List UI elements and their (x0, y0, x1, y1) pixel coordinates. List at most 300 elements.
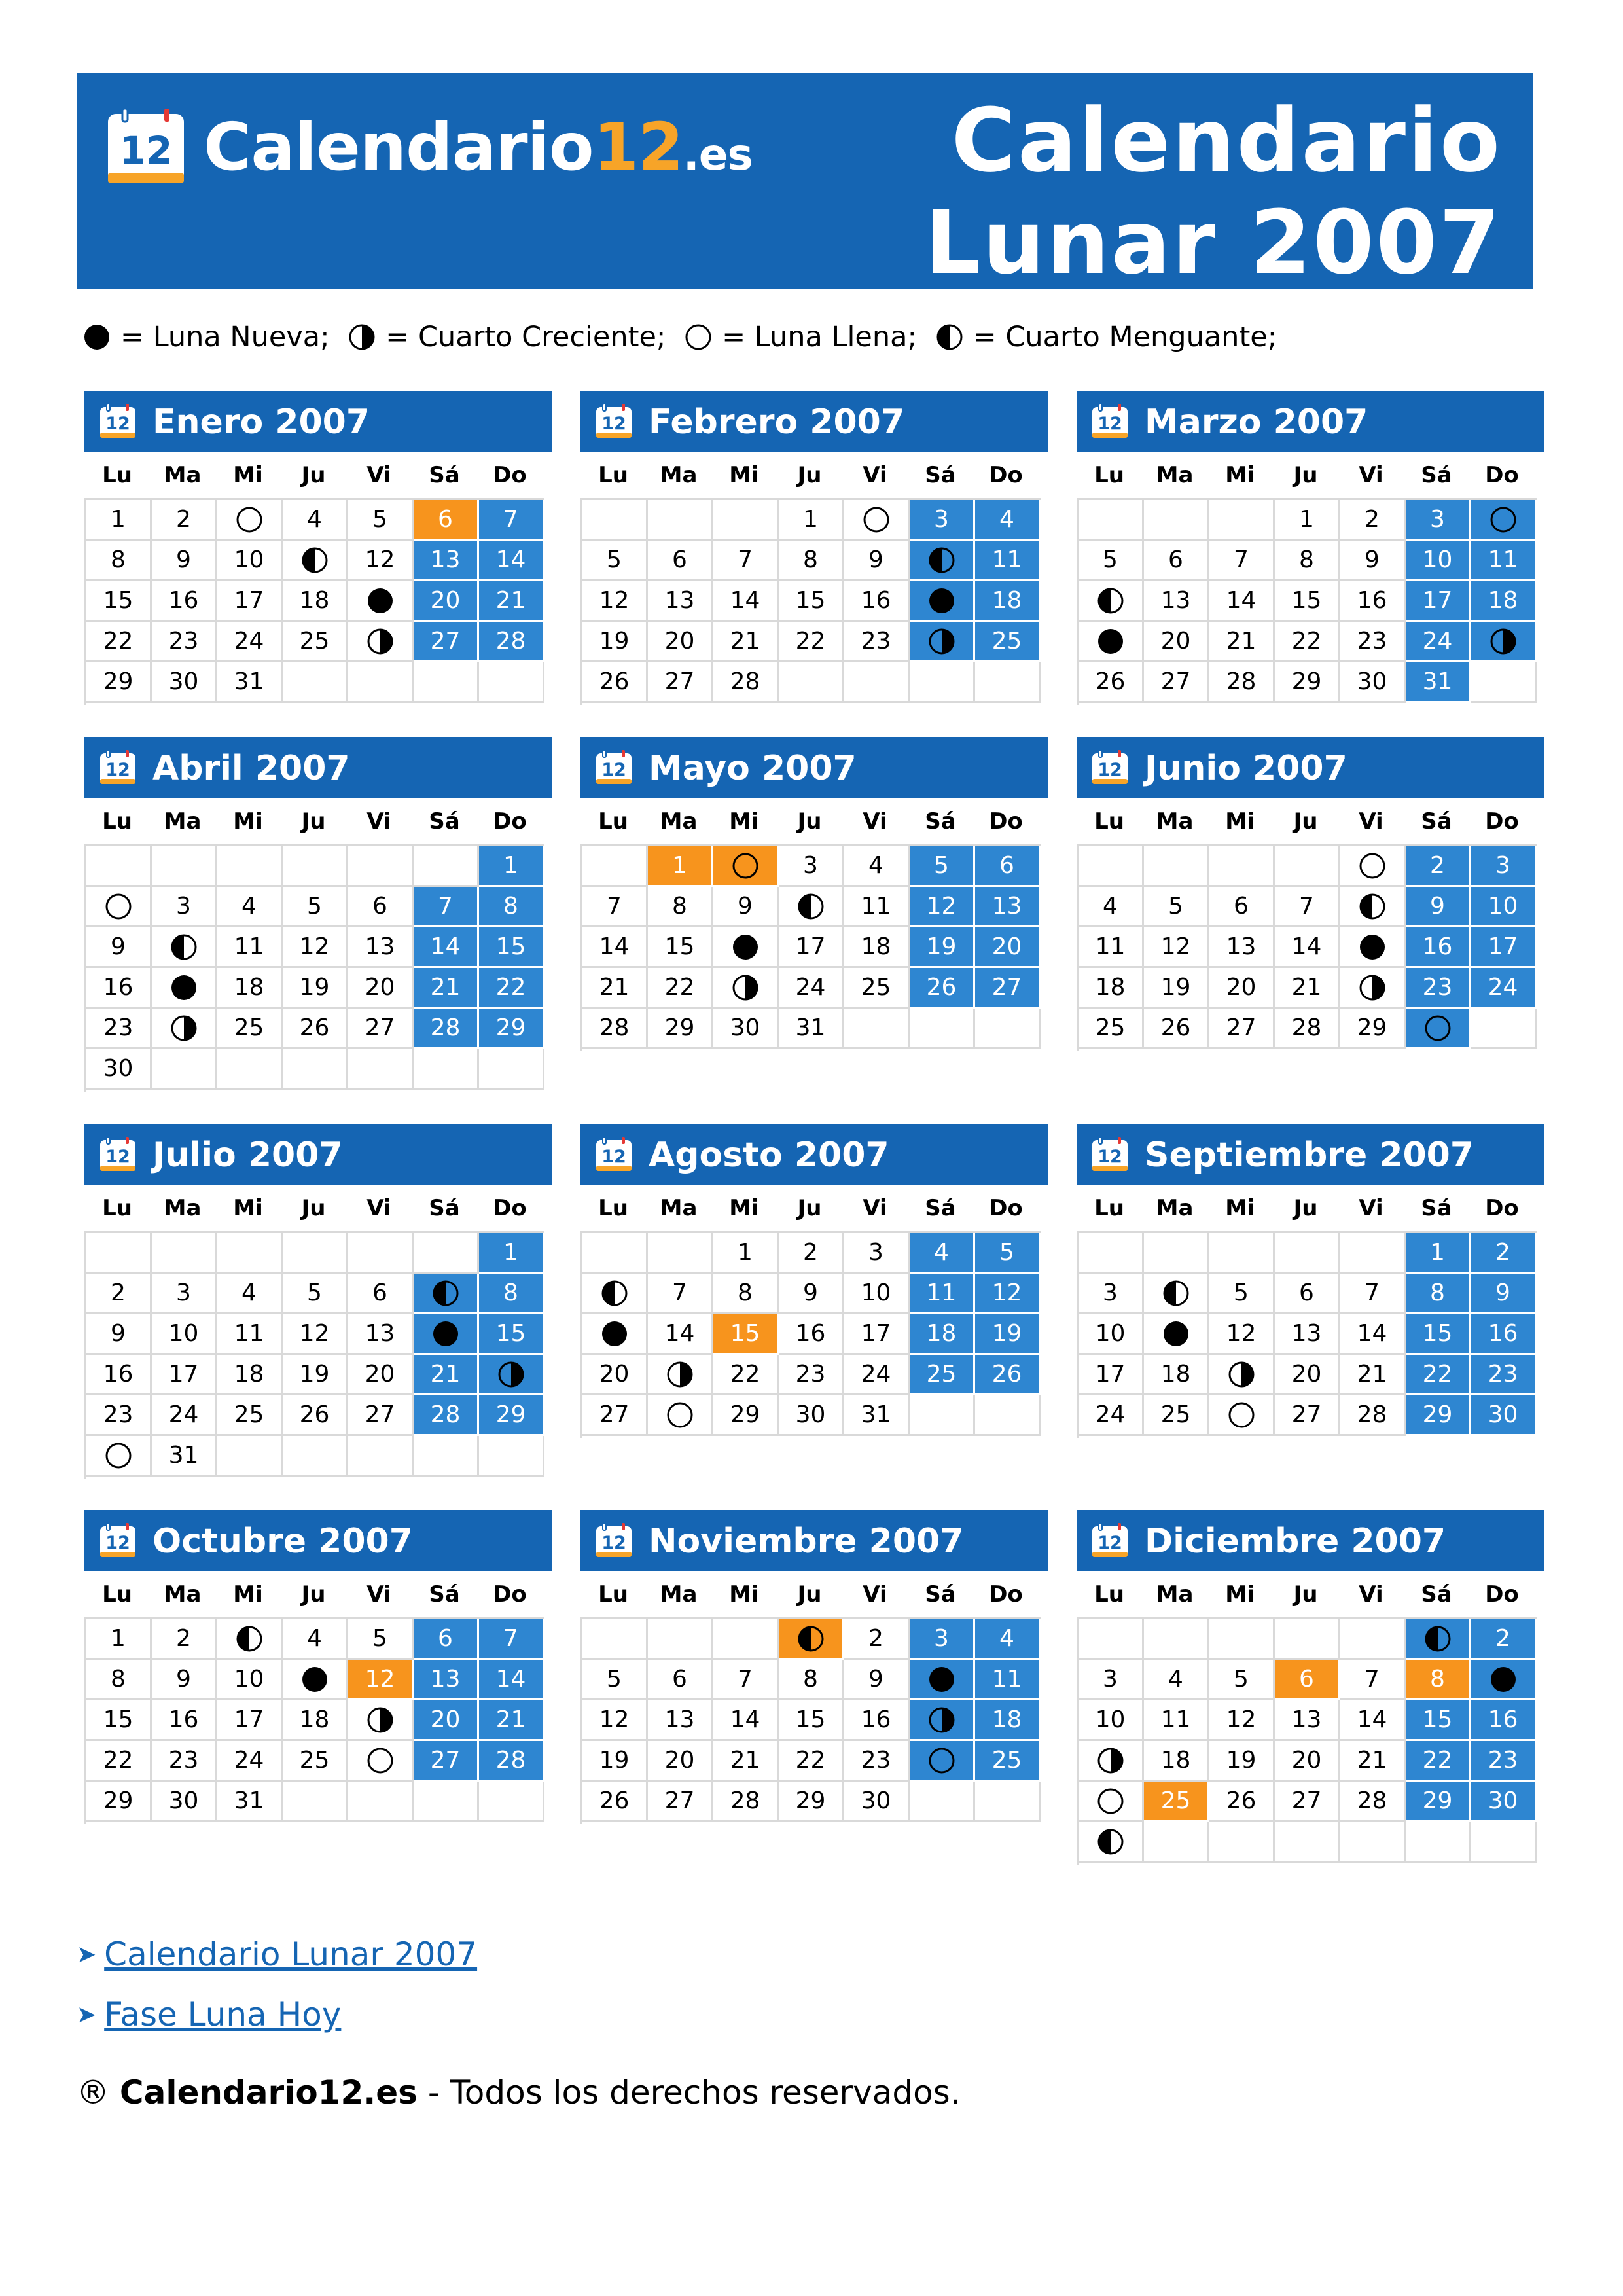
day-cell[interactable]: 12 (975, 1274, 1041, 1314)
day-cell[interactable]: 19 (582, 1741, 648, 1782)
day-cell[interactable]: 14 (648, 1314, 713, 1355)
day-cell[interactable]: 13 (348, 927, 414, 968)
day-cell[interactable] (1079, 622, 1144, 662)
day-cell[interactable]: 27 (348, 1009, 414, 1049)
day-cell[interactable] (713, 846, 779, 887)
day-cell[interactable]: 19 (910, 927, 975, 968)
day-cell[interactable]: 12 (582, 1700, 648, 1741)
day-cell[interactable]: 19 (1144, 968, 1209, 1009)
day-cell[interactable]: 6 (1209, 887, 1275, 927)
day-cell[interactable]: 12 (910, 887, 975, 927)
day-cell[interactable]: 4 (975, 500, 1041, 541)
day-cell[interactable]: 2 (86, 1274, 152, 1314)
day-cell[interactable]: 24 (217, 622, 283, 662)
day-cell[interactable]: 6 (348, 1274, 414, 1314)
day-cell[interactable]: 27 (1275, 1395, 1340, 1436)
day-cell[interactable]: 17 (152, 1355, 217, 1395)
day-cell[interactable]: 24 (1079, 1395, 1144, 1436)
day-cell[interactable]: 20 (348, 968, 414, 1009)
day-cell[interactable]: 13 (1209, 927, 1275, 968)
day-cell[interactable] (86, 1436, 152, 1477)
day-cell[interactable]: 14 (582, 927, 648, 968)
day-cell[interactable] (217, 1619, 283, 1660)
day-cell[interactable]: 29 (86, 1782, 152, 1822)
day-cell[interactable]: 26 (582, 662, 648, 703)
day-cell[interactable]: 4 (217, 887, 283, 927)
day-cell[interactable]: 25 (975, 622, 1041, 662)
day-cell[interactable]: 14 (1275, 927, 1340, 968)
day-cell[interactable]: 18 (910, 1314, 975, 1355)
day-cell[interactable]: 15 (779, 581, 844, 622)
day-cell[interactable]: 22 (1275, 622, 1340, 662)
day-cell[interactable]: 31 (844, 1395, 910, 1436)
day-cell[interactable]: 7 (1340, 1660, 1406, 1700)
day-cell[interactable] (283, 541, 348, 581)
day-cell[interactable]: 1 (1275, 500, 1340, 541)
day-cell[interactable] (582, 1274, 648, 1314)
day-cell[interactable]: 16 (844, 581, 910, 622)
day-cell[interactable]: 13 (1275, 1700, 1340, 1741)
day-cell[interactable] (1144, 1314, 1209, 1355)
day-cell[interactable] (1079, 581, 1144, 622)
day-cell[interactable]: 12 (348, 541, 414, 581)
day-cell[interactable]: 21 (1340, 1741, 1406, 1782)
day-cell[interactable]: 13 (414, 1660, 479, 1700)
day-cell[interactable] (348, 581, 414, 622)
day-cell[interactable] (1471, 500, 1537, 541)
day-cell[interactable]: 28 (479, 1741, 544, 1782)
day-cell[interactable]: 18 (1079, 968, 1144, 1009)
day-cell[interactable]: 8 (648, 887, 713, 927)
day-cell[interactable]: 30 (1471, 1395, 1537, 1436)
day-cell[interactable]: 18 (844, 927, 910, 968)
day-cell[interactable]: 3 (910, 1619, 975, 1660)
day-cell[interactable] (348, 1741, 414, 1782)
day-cell[interactable]: 19 (1209, 1741, 1275, 1782)
day-cell[interactable]: 7 (582, 887, 648, 927)
day-cell[interactable]: 8 (713, 1274, 779, 1314)
day-cell[interactable] (713, 927, 779, 968)
day-cell[interactable] (713, 968, 779, 1009)
day-cell[interactable]: 4 (283, 1619, 348, 1660)
day-cell[interactable] (648, 1355, 713, 1395)
day-cell[interactable]: 5 (975, 1233, 1041, 1274)
day-cell[interactable]: 12 (283, 1314, 348, 1355)
day-cell[interactable]: 20 (975, 927, 1041, 968)
day-cell[interactable]: 19 (283, 968, 348, 1009)
day-cell[interactable]: 8 (779, 1660, 844, 1700)
day-cell[interactable]: 28 (414, 1395, 479, 1436)
day-cell[interactable]: 5 (1209, 1660, 1275, 1700)
day-cell[interactable]: 14 (1209, 581, 1275, 622)
day-cell[interactable]: 22 (86, 622, 152, 662)
day-cell[interactable]: 26 (283, 1009, 348, 1049)
day-cell[interactable]: 4 (1144, 1660, 1209, 1700)
day-cell[interactable]: 18 (975, 1700, 1041, 1741)
day-cell[interactable]: 21 (1340, 1355, 1406, 1395)
day-cell[interactable]: 18 (283, 1700, 348, 1741)
day-cell[interactable]: 24 (844, 1355, 910, 1395)
day-cell[interactable]: 9 (844, 1660, 910, 1700)
day-cell[interactable]: 16 (1406, 927, 1471, 968)
day-cell[interactable] (910, 541, 975, 581)
day-cell[interactable]: 8 (86, 1660, 152, 1700)
day-cell[interactable] (910, 1741, 975, 1782)
day-cell[interactable]: 18 (217, 968, 283, 1009)
day-cell[interactable] (414, 1274, 479, 1314)
day-cell[interactable]: 2 (779, 1233, 844, 1274)
day-cell[interactable]: 9 (713, 887, 779, 927)
day-cell[interactable]: 17 (1471, 927, 1537, 968)
day-cell[interactable]: 6 (348, 887, 414, 927)
day-cell[interactable] (217, 500, 283, 541)
day-cell[interactable]: 7 (479, 1619, 544, 1660)
day-cell[interactable] (648, 1395, 713, 1436)
day-cell[interactable]: 13 (975, 887, 1041, 927)
day-cell[interactable]: 22 (86, 1741, 152, 1782)
day-cell[interactable]: 29 (1406, 1782, 1471, 1822)
day-cell[interactable]: 20 (1275, 1741, 1340, 1782)
day-cell[interactable]: 7 (414, 887, 479, 927)
day-cell[interactable] (1406, 1619, 1471, 1660)
day-cell[interactable]: 29 (1275, 662, 1340, 703)
day-cell[interactable]: 21 (479, 1700, 544, 1741)
day-cell[interactable]: 20 (582, 1355, 648, 1395)
day-cell[interactable]: 22 (479, 968, 544, 1009)
day-cell[interactable]: 28 (1209, 662, 1275, 703)
day-cell[interactable] (152, 968, 217, 1009)
day-cell[interactable]: 15 (1275, 581, 1340, 622)
day-cell[interactable]: 9 (86, 927, 152, 968)
day-cell[interactable]: 15 (779, 1700, 844, 1741)
day-cell[interactable] (1079, 1782, 1144, 1822)
day-cell[interactable]: 14 (713, 581, 779, 622)
day-cell[interactable] (1406, 1009, 1471, 1049)
day-cell[interactable]: 23 (844, 622, 910, 662)
day-cell[interactable]: 29 (479, 1395, 544, 1436)
day-cell[interactable]: 15 (86, 581, 152, 622)
day-cell[interactable]: 4 (975, 1619, 1041, 1660)
day-cell[interactable]: 25 (975, 1741, 1041, 1782)
day-cell[interactable]: 7 (713, 541, 779, 581)
day-cell[interactable]: 19 (582, 622, 648, 662)
day-cell[interactable]: 23 (1406, 968, 1471, 1009)
day-cell[interactable]: 4 (1079, 887, 1144, 927)
day-cell[interactable]: 24 (779, 968, 844, 1009)
day-cell[interactable]: 8 (1275, 541, 1340, 581)
day-cell[interactable] (1209, 1355, 1275, 1395)
day-cell[interactable]: 16 (152, 1700, 217, 1741)
day-cell[interactable]: 11 (910, 1274, 975, 1314)
day-cell[interactable]: 24 (1406, 622, 1471, 662)
day-cell[interactable]: 15 (713, 1314, 779, 1355)
day-cell[interactable]: 30 (152, 662, 217, 703)
day-cell[interactable]: 30 (844, 1782, 910, 1822)
day-cell[interactable]: 23 (1340, 622, 1406, 662)
day-cell[interactable]: 10 (217, 1660, 283, 1700)
day-cell[interactable]: 18 (217, 1355, 283, 1395)
day-cell[interactable]: 9 (86, 1314, 152, 1355)
day-cell[interactable]: 20 (414, 581, 479, 622)
day-cell[interactable]: 26 (283, 1395, 348, 1436)
day-cell[interactable]: 5 (348, 500, 414, 541)
day-cell[interactable]: 8 (479, 887, 544, 927)
day-cell[interactable]: 5 (1144, 887, 1209, 927)
day-cell[interactable] (1209, 1395, 1275, 1436)
day-cell[interactable]: 16 (152, 581, 217, 622)
day-cell[interactable]: 20 (1275, 1355, 1340, 1395)
day-cell[interactable]: 16 (1340, 581, 1406, 622)
day-cell[interactable]: 3 (844, 1233, 910, 1274)
day-cell[interactable]: 18 (1471, 581, 1537, 622)
day-cell[interactable]: 20 (348, 1355, 414, 1395)
day-cell[interactable] (1471, 1660, 1537, 1700)
day-cell[interactable]: 27 (975, 968, 1041, 1009)
day-cell[interactable]: 2 (1471, 1619, 1537, 1660)
day-cell[interactable] (844, 500, 910, 541)
day-cell[interactable]: 8 (1406, 1660, 1471, 1700)
day-cell[interactable]: 3 (1079, 1660, 1144, 1700)
day-cell[interactable]: 13 (648, 1700, 713, 1741)
day-cell[interactable]: 28 (479, 622, 544, 662)
day-cell[interactable] (348, 622, 414, 662)
day-cell[interactable] (1079, 1822, 1144, 1863)
day-cell[interactable]: 10 (152, 1314, 217, 1355)
day-cell[interactable]: 26 (975, 1355, 1041, 1395)
day-cell[interactable]: 6 (1275, 1274, 1340, 1314)
day-cell[interactable]: 30 (779, 1395, 844, 1436)
day-cell[interactable]: 17 (217, 581, 283, 622)
day-cell[interactable] (1340, 968, 1406, 1009)
day-cell[interactable]: 7 (479, 500, 544, 541)
day-cell[interactable] (779, 1619, 844, 1660)
day-cell[interactable]: 11 (1471, 541, 1537, 581)
day-cell[interactable]: 1 (779, 500, 844, 541)
day-cell[interactable]: 27 (414, 1741, 479, 1782)
day-cell[interactable]: 30 (713, 1009, 779, 1049)
day-cell[interactable]: 22 (648, 968, 713, 1009)
day-cell[interactable]: 9 (1406, 887, 1471, 927)
day-cell[interactable] (910, 581, 975, 622)
day-cell[interactable]: 27 (648, 1782, 713, 1822)
day-cell[interactable]: 17 (1406, 581, 1471, 622)
day-cell[interactable]: 12 (1209, 1314, 1275, 1355)
day-cell[interactable] (1340, 927, 1406, 968)
day-cell[interactable]: 29 (86, 662, 152, 703)
day-cell[interactable]: 3 (152, 1274, 217, 1314)
day-cell[interactable]: 28 (1340, 1395, 1406, 1436)
day-cell[interactable]: 28 (1275, 1009, 1340, 1049)
day-cell[interactable] (1340, 846, 1406, 887)
day-cell[interactable]: 27 (1275, 1782, 1340, 1822)
day-cell[interactable]: 14 (1340, 1700, 1406, 1741)
day-cell[interactable]: 10 (1471, 887, 1537, 927)
day-cell[interactable]: 23 (844, 1741, 910, 1782)
day-cell[interactable]: 5 (348, 1619, 414, 1660)
day-cell[interactable]: 27 (1209, 1009, 1275, 1049)
day-cell[interactable]: 17 (1079, 1355, 1144, 1395)
day-cell[interactable]: 14 (479, 541, 544, 581)
day-cell[interactable]: 27 (582, 1395, 648, 1436)
day-cell[interactable]: 20 (414, 1700, 479, 1741)
day-cell[interactable]: 25 (1079, 1009, 1144, 1049)
day-cell[interactable]: 15 (1406, 1700, 1471, 1741)
day-cell[interactable]: 22 (1406, 1741, 1471, 1782)
day-cell[interactable]: 26 (582, 1782, 648, 1822)
day-cell[interactable]: 20 (1144, 622, 1209, 662)
day-cell[interactable]: 31 (152, 1436, 217, 1477)
day-cell[interactable]: 6 (975, 846, 1041, 887)
day-cell[interactable]: 25 (1144, 1395, 1209, 1436)
day-cell[interactable]: 20 (648, 622, 713, 662)
day-cell[interactable]: 27 (1144, 662, 1209, 703)
day-cell[interactable]: 5 (283, 1274, 348, 1314)
day-cell[interactable]: 17 (844, 1314, 910, 1355)
day-cell[interactable]: 15 (479, 1314, 544, 1355)
day-cell[interactable]: 16 (844, 1700, 910, 1741)
day-cell[interactable]: 25 (283, 1741, 348, 1782)
day-cell[interactable]: 16 (86, 968, 152, 1009)
day-cell[interactable]: 22 (713, 1355, 779, 1395)
day-cell[interactable]: 13 (1275, 1314, 1340, 1355)
day-cell[interactable]: 29 (648, 1009, 713, 1049)
day-cell[interactable]: 25 (283, 622, 348, 662)
day-cell[interactable]: 14 (414, 927, 479, 968)
day-cell[interactable]: 18 (1144, 1741, 1209, 1782)
day-cell[interactable]: 2 (1406, 846, 1471, 887)
day-cell[interactable]: 7 (1340, 1274, 1406, 1314)
day-cell[interactable]: 5 (910, 846, 975, 887)
day-cell[interactable]: 19 (975, 1314, 1041, 1355)
day-cell[interactable]: 10 (217, 541, 283, 581)
day-cell[interactable]: 9 (152, 1660, 217, 1700)
day-cell[interactable]: 5 (582, 541, 648, 581)
day-cell[interactable]: 7 (1275, 887, 1340, 927)
day-cell[interactable]: 9 (779, 1274, 844, 1314)
day-cell[interactable]: 4 (283, 500, 348, 541)
day-cell[interactable]: 14 (479, 1660, 544, 1700)
day-cell[interactable]: 18 (1144, 1355, 1209, 1395)
day-cell[interactable]: 16 (1471, 1700, 1537, 1741)
day-cell[interactable]: 14 (1340, 1314, 1406, 1355)
day-cell[interactable]: 5 (1209, 1274, 1275, 1314)
day-cell[interactable]: 31 (217, 1782, 283, 1822)
day-cell[interactable]: 11 (217, 927, 283, 968)
day-cell[interactable]: 10 (1079, 1314, 1144, 1355)
day-cell[interactable]: 9 (844, 541, 910, 581)
day-cell[interactable]: 2 (1471, 1233, 1537, 1274)
day-cell[interactable]: 17 (779, 927, 844, 968)
day-cell[interactable]: 31 (217, 662, 283, 703)
day-cell[interactable]: 4 (910, 1233, 975, 1274)
day-cell[interactable] (910, 1660, 975, 1700)
day-cell[interactable]: 14 (713, 1700, 779, 1741)
day-cell[interactable]: 22 (779, 622, 844, 662)
day-cell[interactable]: 27 (648, 662, 713, 703)
day-cell[interactable]: 7 (648, 1274, 713, 1314)
day-cell[interactable]: 10 (844, 1274, 910, 1314)
day-cell[interactable]: 9 (1471, 1274, 1537, 1314)
day-cell[interactable]: 28 (582, 1009, 648, 1049)
day-cell[interactable] (152, 927, 217, 968)
day-cell[interactable]: 20 (1209, 968, 1275, 1009)
day-cell[interactable] (1471, 622, 1537, 662)
day-cell[interactable]: 11 (844, 887, 910, 927)
day-cell[interactable]: 28 (713, 1782, 779, 1822)
day-cell[interactable]: 11 (975, 541, 1041, 581)
day-cell[interactable]: 30 (86, 1049, 152, 1090)
day-cell[interactable]: 8 (779, 541, 844, 581)
day-cell[interactable]: 22 (779, 1741, 844, 1782)
day-cell[interactable]: 25 (1144, 1782, 1209, 1822)
day-cell[interactable]: 21 (414, 968, 479, 1009)
day-cell[interactable]: 3 (910, 500, 975, 541)
day-cell[interactable]: 1 (479, 1233, 544, 1274)
day-cell[interactable]: 29 (479, 1009, 544, 1049)
day-cell[interactable]: 27 (414, 622, 479, 662)
day-cell[interactable]: 8 (479, 1274, 544, 1314)
day-cell[interactable]: 6 (1275, 1660, 1340, 1700)
day-cell[interactable]: 28 (414, 1009, 479, 1049)
day-cell[interactable]: 1 (713, 1233, 779, 1274)
day-cell[interactable]: 24 (1471, 968, 1537, 1009)
day-cell[interactable]: 28 (713, 662, 779, 703)
day-cell[interactable]: 21 (414, 1355, 479, 1395)
day-cell[interactable]: 12 (582, 581, 648, 622)
day-cell[interactable]: 26 (1144, 1009, 1209, 1049)
day-cell[interactable]: 17 (217, 1700, 283, 1741)
day-cell[interactable]: 3 (1406, 500, 1471, 541)
day-cell[interactable]: 30 (1340, 662, 1406, 703)
day-cell[interactable]: 5 (582, 1660, 648, 1700)
day-cell[interactable]: 3 (1471, 846, 1537, 887)
day-cell[interactable]: 2 (1340, 500, 1406, 541)
day-cell[interactable]: 1 (1406, 1233, 1471, 1274)
day-cell[interactable]: 26 (1209, 1782, 1275, 1822)
day-cell[interactable]: 1 (479, 846, 544, 887)
day-cell[interactable]: 23 (779, 1355, 844, 1395)
day-cell[interactable]: 5 (1079, 541, 1144, 581)
day-cell[interactable]: 26 (910, 968, 975, 1009)
day-cell[interactable]: 21 (1209, 622, 1275, 662)
day-cell[interactable]: 13 (1144, 581, 1209, 622)
day-cell[interactable]: 21 (582, 968, 648, 1009)
day-cell[interactable] (910, 622, 975, 662)
day-cell[interactable]: 11 (217, 1314, 283, 1355)
day-cell[interactable]: 22 (1406, 1355, 1471, 1395)
day-cell[interactable]: 11 (975, 1660, 1041, 1700)
day-cell[interactable]: 6 (414, 1619, 479, 1660)
day-cell[interactable]: 29 (779, 1782, 844, 1822)
day-cell[interactable]: 30 (152, 1782, 217, 1822)
day-cell[interactable]: 24 (152, 1395, 217, 1436)
day-cell[interactable]: 3 (152, 887, 217, 927)
day-cell[interactable]: 15 (479, 927, 544, 968)
day-cell[interactable]: 2 (844, 1619, 910, 1660)
day-cell[interactable]: 18 (975, 581, 1041, 622)
calendario-lunar-link[interactable]: Calendario Lunar 2007 (104, 1935, 478, 1973)
day-cell[interactable]: 23 (86, 1009, 152, 1049)
day-cell[interactable]: 19 (283, 1355, 348, 1395)
day-cell[interactable]: 23 (1471, 1355, 1537, 1395)
day-cell[interactable]: 15 (648, 927, 713, 968)
day-cell[interactable]: 11 (1079, 927, 1144, 968)
day-cell[interactable]: 5 (283, 887, 348, 927)
day-cell[interactable]: 10 (1406, 541, 1471, 581)
day-cell[interactable] (1079, 1741, 1144, 1782)
day-cell[interactable] (152, 1009, 217, 1049)
day-cell[interactable]: 20 (648, 1741, 713, 1782)
